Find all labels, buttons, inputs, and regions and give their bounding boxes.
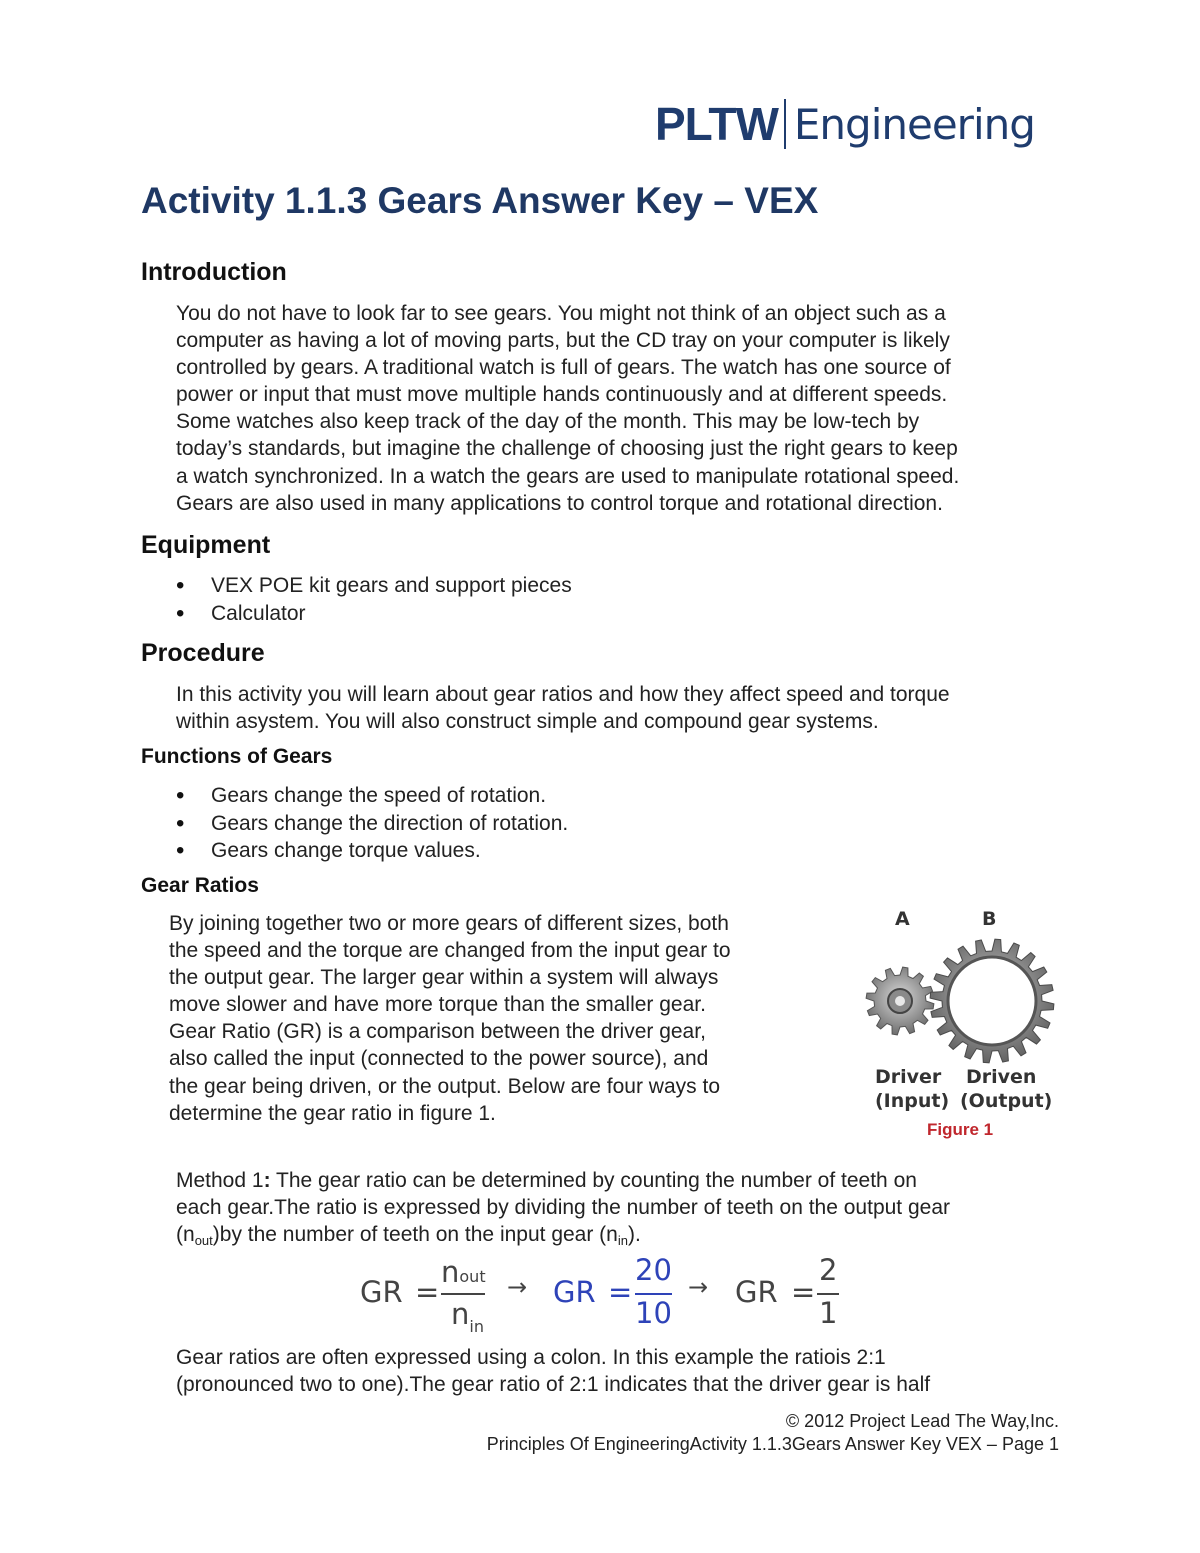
functions-list xyxy=(176,782,568,865)
eq-n-in xyxy=(451,1297,484,1336)
driven-label: Driven xyxy=(966,1066,1037,1088)
eq-num-1: 20 xyxy=(635,1253,672,1287)
figure-1 xyxy=(858,900,1068,1150)
logo-brand: PLTW xyxy=(655,98,778,150)
intro-line: You do not have to look far to see gears. You might not think of an object such as a xyxy=(176,302,946,325)
procedure-line: within asystem. You will also construct simple and compound gear systems. xyxy=(176,710,879,734)
gear-ratios-line: By joining together two or more gears of different sizes, both xyxy=(169,912,729,935)
method-1-line-1 xyxy=(176,1167,950,1194)
colon-notation-line: (pronounced two to one).The gear ratio of 2:1 indicates that the driver gear is half xyxy=(176,1373,931,1397)
method-1-sub-out: out xyxy=(194,1233,213,1249)
label-a: A xyxy=(895,908,910,930)
method-1-line-3 xyxy=(176,1221,950,1254)
eq-n-out xyxy=(441,1255,486,1289)
eq-gr-2: GR xyxy=(553,1275,596,1309)
eq-n-symbol: n xyxy=(441,1255,460,1289)
introduction-body xyxy=(176,300,959,517)
eq-equals-2: = xyxy=(608,1275,633,1309)
list-item: • Calculator xyxy=(176,600,572,628)
driver-gear xyxy=(866,967,934,1035)
functions-heading: Functions of Gears xyxy=(141,745,333,768)
intro-line: computer as having a lot of moving parts, but the CD tray on your computer is likely xyxy=(176,329,950,353)
gear-ratios-line: Gear Ratio (GR) is a comparison between the driver gear, xyxy=(169,1020,706,1044)
eq-gr-1: GR xyxy=(360,1275,403,1309)
eq-equals-3: = xyxy=(791,1275,816,1309)
driven-sublabel: (Output) xyxy=(960,1090,1053,1112)
gear-ratios-heading: Gear Ratios xyxy=(141,874,259,897)
gear-ratios-line: determine the gear ratio in figure 1. xyxy=(169,1101,496,1125)
eq-n-symbol: n xyxy=(451,1297,470,1331)
list-item: • Gears change the direction of rotation. xyxy=(176,810,568,838)
gear-ratios-line: the speed and the torque are changed from the input gear to xyxy=(169,939,731,963)
eq-fraction-bar-1 xyxy=(441,1293,485,1295)
method-1-sub-in: in xyxy=(617,1233,628,1249)
procedure-body xyxy=(176,681,950,735)
eq-out-sub: out xyxy=(459,1267,486,1286)
method-1-colon: : xyxy=(263,1169,271,1192)
logo-division: Engineering xyxy=(793,99,1035,149)
method-1-line-2: each gear.The ratio is expressed by dividing the number of teeth on the output gear xyxy=(176,1196,950,1220)
method-1-text-a: (n xyxy=(176,1223,195,1247)
method-1-text xyxy=(176,1167,950,1254)
gear-ratios-body xyxy=(169,910,731,1127)
eq-arrow-1: → xyxy=(507,1273,528,1301)
logo-divider xyxy=(784,99,786,149)
eq-den-1: 10 xyxy=(635,1296,672,1330)
driver-gear-axle xyxy=(895,996,905,1006)
intro-line: controlled by gears. A traditional watch is full of gears. The watch has one source of xyxy=(176,356,951,380)
eq-arrow-2: → xyxy=(688,1273,709,1301)
gear-ratios-line: move slower and have more torque than the smaller gear. xyxy=(169,993,706,1017)
page-title: Activity 1.1.3 Gears Answer Key – VEX xyxy=(141,180,819,221)
footer-copyright: © 2012 Project Lead The Way,Inc. xyxy=(785,1411,1059,1431)
method-1-line-1-rest: The gear ratio can be determined by counting the number of teeth on xyxy=(270,1169,917,1192)
eq-den-2: 1 xyxy=(819,1296,838,1330)
list-item: • Gears change the speed of rotation. xyxy=(176,782,568,810)
procedure-heading: Procedure xyxy=(141,639,265,667)
intro-line: a watch synchronized. In a watch the gears are used to manipulate rotational speed. xyxy=(176,464,960,488)
colon-notation-text xyxy=(176,1344,930,1398)
eq-fraction-bar-3 xyxy=(817,1293,839,1295)
gear-ratios-line: also called the input (connected to the power source), and xyxy=(169,1047,709,1071)
eq-num-2: 2 xyxy=(819,1253,838,1287)
gear-ratios-line: the gear being driven, or the output. Below are four ways to xyxy=(169,1074,720,1098)
driven-gear-center xyxy=(948,957,1036,1045)
colon-notation-line: Gear ratios are often expressed using a colon. In this example the ratiois 2:1 xyxy=(176,1346,886,1369)
method-1-text-c: ). xyxy=(627,1223,641,1247)
method-1-text-b: )by the number of teeth on the input gear (n xyxy=(212,1223,618,1247)
driver-label: Driver xyxy=(875,1066,942,1088)
procedure-line: In this activity you will learn about gear ratios and how they affect speed and torque xyxy=(176,683,950,706)
gear-ratios-line: the output gear. The larger gear within a system will always xyxy=(169,966,719,990)
equipment-heading: Equipment xyxy=(141,531,271,559)
list-item: • VEX POE kit gears and support pieces xyxy=(176,572,572,600)
equipment-list xyxy=(176,572,572,627)
eq-equals-1: = xyxy=(415,1275,440,1309)
intro-line: Gears are also used in many applications to control torque and rotational direction. xyxy=(176,491,943,515)
eq-in-sub: in xyxy=(469,1317,484,1336)
intro-line: power or input that must move multiple hands continuously and at different speeds. xyxy=(176,383,948,407)
intro-line: today’s standards, but imagine the challenge of choosing just the right gears to keep xyxy=(176,437,958,461)
gear-ratio-equation xyxy=(355,1255,855,1340)
driver-sublabel: (Input) xyxy=(875,1090,950,1112)
pltw-logo xyxy=(655,92,1035,156)
introduction-heading: Introduction xyxy=(141,258,287,286)
eq-gr-3: GR xyxy=(735,1275,778,1309)
method-1-label: Method 1 xyxy=(176,1169,264,1192)
list-item: • Gears change torque values. xyxy=(176,837,568,865)
figure-caption: Figure 1 xyxy=(927,1120,994,1139)
eq-fraction-bar-2 xyxy=(635,1293,672,1295)
driven-gear xyxy=(930,939,1054,1063)
label-b: B xyxy=(982,908,997,930)
footer-page-info: Principles Of EngineeringActivity 1.1.3Gears Answer Key VEX – Page 1 xyxy=(486,1434,1059,1454)
intro-line: Some watches also keep track of the day of the month. This may be low-tech by xyxy=(176,410,920,434)
